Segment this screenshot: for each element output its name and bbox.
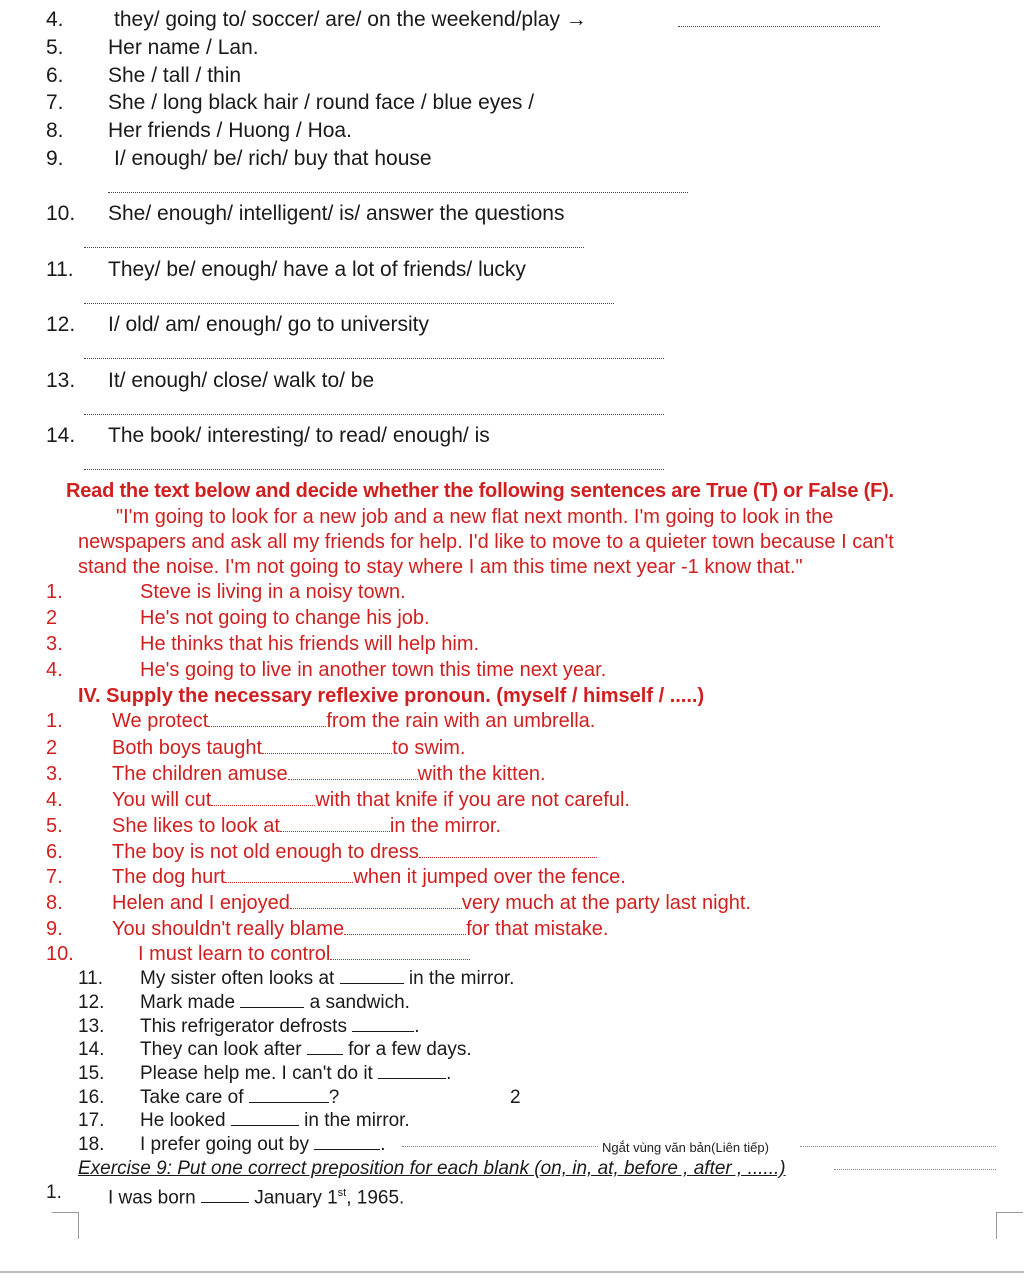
item-number: 4. [46, 789, 63, 811]
heading-trailing-rule [834, 1169, 996, 1170]
page-corner-mark [996, 1212, 1023, 1239]
item-number: 4. [46, 8, 64, 31]
item-text-after: when it jumped over the fence. [353, 866, 626, 888]
item-number: 1. [46, 710, 63, 732]
item-text: She/ enough/ intelligent/ is/ answer the questions [108, 202, 565, 225]
item-number: 8. [46, 892, 63, 914]
item-text-after: in the mirror. [389, 815, 502, 837]
item-text-after: to swim. [392, 737, 466, 759]
item-number: 5. [46, 815, 63, 837]
section-break-rule [402, 1146, 598, 1147]
passage-line: "I'm going to look for a new job and a new flat next month. I'm going to look in the [116, 506, 834, 528]
item-number: 18. [78, 1134, 105, 1155]
item-text-before: I prefer going out by [140, 1134, 309, 1155]
item-number: 12. [78, 992, 105, 1013]
item-text-before: Helen and I enjoyed [112, 892, 290, 914]
reading-instruction: Read the text below and decide whether the following sentences are True (T) or False (F). [66, 480, 894, 502]
item-text-before: You shouldn't really blame [112, 918, 345, 940]
passage-line: stand the noise. I'm not going to stay where I am this time next year -1 know that." [78, 556, 803, 578]
answer-blank[interactable] [340, 967, 404, 984]
passage-line: newspapers and ask all my friends for help. I'd like to move to a quieter town because I can't [78, 531, 894, 553]
page-number: 2 [510, 1087, 521, 1108]
answer-blank[interactable] [378, 1062, 446, 1079]
answer-blank[interactable] [249, 1086, 329, 1103]
answer-line[interactable] [84, 247, 584, 248]
item-text: Steve is living in a noisy town. [140, 581, 406, 603]
item-text-before: This refrigerator defrosts [140, 1016, 347, 1037]
item-number: 15. [78, 1063, 105, 1084]
item-text-before: They can look after [140, 1039, 302, 1060]
answer-blank[interactable] [201, 1186, 249, 1203]
answer-blank[interactable] [290, 892, 462, 909]
item-text: She / long black hair / round face / blue eyes / [108, 91, 535, 114]
item-text-after: , 1965. [346, 1187, 405, 1209]
item-text-after: ? [328, 1087, 340, 1108]
answer-blank[interactable] [314, 1133, 380, 1150]
item-number: 1. [46, 581, 63, 603]
item-number: 8. [46, 119, 64, 142]
item-text-after: in the mirror. [304, 1110, 410, 1131]
item-text: It/ enough/ close/ walk to/ be [108, 369, 375, 392]
item-number: 9. [46, 918, 63, 940]
item-number: 14. [78, 1039, 105, 1060]
item-number: 7. [46, 866, 63, 888]
item-text: The book/ interesting/ to read/ enough/ is [108, 424, 490, 447]
answer-blank[interactable] [208, 710, 326, 727]
item-number: 4. [46, 659, 63, 681]
answer-blank[interactable] [211, 789, 315, 806]
item-text-after: . [414, 1016, 420, 1037]
answer-line[interactable] [84, 358, 664, 359]
answer-blank[interactable] [307, 1038, 343, 1055]
item-number: 7. [46, 91, 64, 114]
answer-line[interactable] [108, 192, 688, 193]
item-number: 10. [46, 202, 76, 225]
item-text-after: very much at the party last night. [461, 892, 751, 914]
answer-blank[interactable] [240, 991, 304, 1008]
item-number: 13. [46, 369, 76, 392]
section-heading: IV. Supply the necessary reflexive pronoun. (myself / himself / .....) [78, 685, 705, 707]
item-number: 5. [46, 36, 64, 59]
item-number: 3. [46, 763, 63, 785]
item-text-middle: January 1 [254, 1187, 338, 1209]
item-text-after: for a few days. [348, 1039, 472, 1060]
item-number: 2 [46, 737, 58, 759]
item-text-before: We protect [112, 710, 209, 732]
item-text-after: in the mirror. [408, 968, 515, 989]
answer-blank[interactable] [262, 737, 392, 754]
item-number: 11. [78, 968, 104, 989]
item-text-after: . [446, 1063, 452, 1084]
item-text: He's going to live in another town this time next year. [140, 659, 607, 681]
item-text: He's not going to change his job. [140, 607, 430, 629]
answer-blank[interactable] [344, 918, 466, 935]
answer-line[interactable] [84, 414, 664, 415]
item-text-after: with that knife if you are not careful. [315, 789, 630, 811]
item-number: 10. [46, 943, 74, 965]
item-text: Her friends / Huong / Hoa. [108, 119, 352, 142]
item-number: 12. [46, 313, 76, 336]
item-text: They/ be/ enough/ have a lot of friends/ lucky [108, 258, 526, 281]
item-number: 3. [46, 633, 63, 655]
section-break-rule [800, 1146, 996, 1147]
item-text-before: I must learn to control [138, 943, 331, 965]
answer-line[interactable] [678, 26, 880, 27]
item-text: He thinks that his friends will help him. [140, 633, 480, 655]
answer-blank[interactable] [280, 815, 390, 832]
item-text-before: She likes to look at [112, 815, 280, 837]
item-number: 13. [78, 1016, 105, 1037]
answer-line[interactable] [84, 303, 614, 304]
page-corner-mark [52, 1212, 79, 1239]
answer-blank[interactable] [352, 1015, 414, 1032]
item-text-before: My sister often looks at [140, 968, 335, 989]
exercise-heading: Exercise 9: Put one correct preposition for each blank (on, in, at, before , after , ......) [78, 1158, 786, 1179]
section-break-label: Ngắt vùng văn bản(Liên tiếp) [602, 1140, 769, 1155]
item-text-after: from the rain with an umbrella. [326, 710, 596, 732]
ordinal-suffix: st [337, 1187, 347, 1199]
item-text: they/ going to/ soccer/ are/ on the weekend/play → [114, 8, 587, 31]
item-number: 11. [46, 258, 74, 281]
item-number: 14. [46, 424, 76, 447]
item-text-after: . [380, 1134, 386, 1155]
item-text: She / tall / thin [108, 64, 242, 87]
item-text-before: I was born [108, 1187, 196, 1209]
item-number: 1. [46, 1182, 62, 1203]
item-text-before: The children amuse [112, 763, 288, 785]
item-text-before: The dog hurt [112, 866, 226, 888]
item-text-before: Please help me. I can't do it [140, 1063, 373, 1084]
answer-line[interactable] [84, 469, 664, 470]
answer-blank[interactable] [419, 841, 597, 858]
item-number: 6. [46, 841, 63, 863]
item-text-before: Mark made [140, 992, 236, 1013]
item-text: I/ enough/ be/ rich/ buy that house [114, 147, 432, 170]
item-text: I/ old/ am/ enough/ go to university [108, 313, 430, 336]
item-number: 17. [78, 1110, 105, 1131]
item-text-after: for that mistake. [466, 918, 609, 940]
item-text: Her name / Lan. [108, 36, 259, 59]
page-bottom-edge [0, 1271, 1024, 1273]
answer-blank[interactable] [330, 943, 470, 960]
item-text-before: Both boys taught [112, 737, 263, 759]
item-text-after: with the kitten. [417, 763, 546, 785]
item-number: 6. [46, 64, 64, 87]
item-number: 2 [46, 607, 58, 629]
answer-blank[interactable] [288, 763, 418, 780]
item-text-before: He looked [140, 1110, 226, 1131]
item-number: 9. [46, 147, 64, 170]
answer-blank[interactable] [225, 866, 353, 883]
item-text-after: a sandwich. [309, 992, 410, 1013]
answer-blank[interactable] [231, 1109, 299, 1126]
item-text-before: The boy is not old enough to dress [112, 841, 419, 863]
item-text-before: Take care of [140, 1087, 244, 1108]
item-number: 16. [78, 1087, 105, 1108]
item-text-before: You will cut [112, 789, 212, 811]
